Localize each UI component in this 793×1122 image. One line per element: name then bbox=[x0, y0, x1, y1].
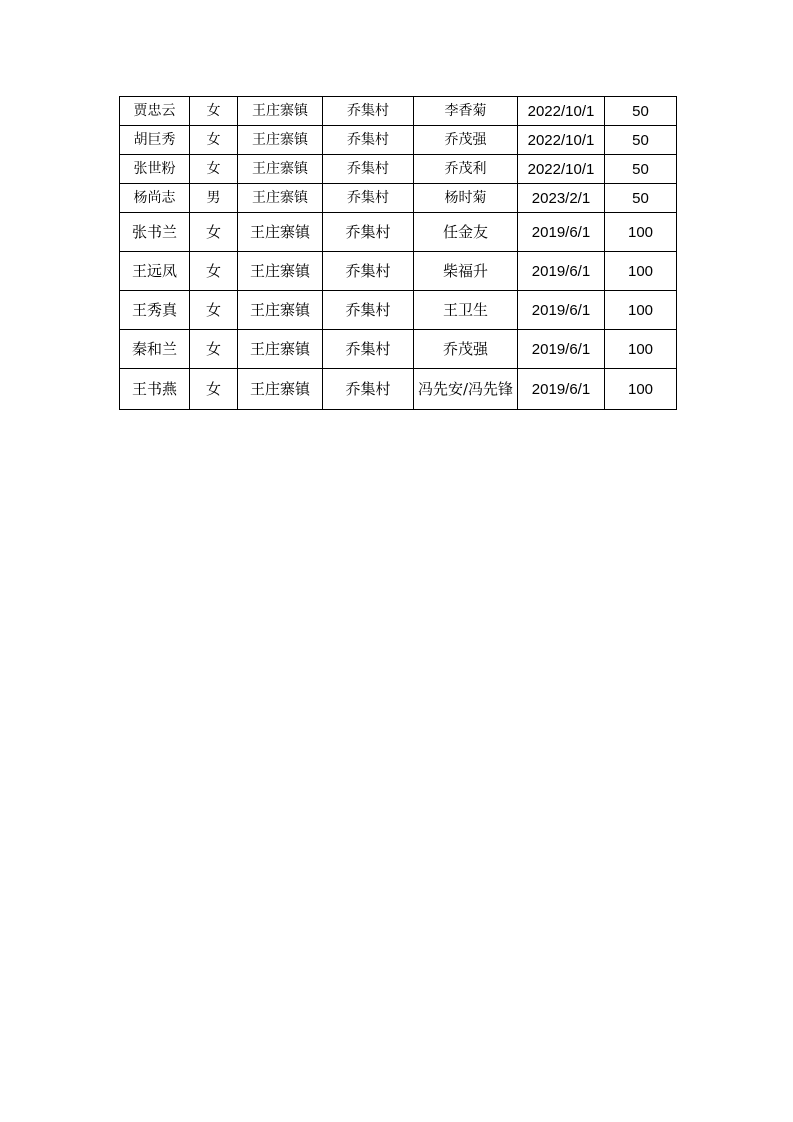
gender-cell: 女 bbox=[190, 291, 238, 330]
village-cell: 乔集村 bbox=[323, 126, 414, 155]
table-row bbox=[120, 252, 677, 291]
town-cell: 王庄寨镇 bbox=[238, 97, 323, 126]
date-cell: 2019/6/1 bbox=[518, 369, 605, 410]
name-cell: 王秀真 bbox=[120, 291, 190, 330]
date-cell: 2022/10/1 bbox=[518, 155, 605, 184]
village-cell: 乔集村 bbox=[323, 184, 414, 213]
gender-cell: 女 bbox=[190, 155, 238, 184]
amount-cell: 100 bbox=[605, 369, 677, 410]
gender-cell: 女 bbox=[190, 126, 238, 155]
date-cell: 2022/10/1 bbox=[518, 126, 605, 155]
village-cell: 乔集村 bbox=[323, 369, 414, 410]
town-cell: 王庄寨镇 bbox=[238, 369, 323, 410]
town-cell: 王庄寨镇 bbox=[238, 252, 323, 291]
table-row bbox=[120, 155, 677, 184]
name-cell: 秦和兰 bbox=[120, 330, 190, 369]
roster-table bbox=[119, 96, 677, 410]
town-cell: 王庄寨镇 bbox=[238, 213, 323, 252]
amount-cell: 50 bbox=[605, 155, 677, 184]
name-cell: 王远凤 bbox=[120, 252, 190, 291]
village-cell: 乔集村 bbox=[323, 97, 414, 126]
gender-cell: 女 bbox=[190, 213, 238, 252]
date-cell: 2019/6/1 bbox=[518, 330, 605, 369]
table-row bbox=[120, 213, 677, 252]
roster-table-body bbox=[120, 97, 677, 410]
name-cell: 胡巨秀 bbox=[120, 126, 190, 155]
relation-cell: 乔茂强 bbox=[414, 126, 518, 155]
date-cell: 2022/10/1 bbox=[518, 97, 605, 126]
amount-cell: 100 bbox=[605, 330, 677, 369]
table-row bbox=[120, 369, 677, 410]
relation-cell: 乔茂利 bbox=[414, 155, 518, 184]
relation-cell: 冯先安/冯先锋 bbox=[414, 369, 518, 410]
name-cell: 贾忠云 bbox=[120, 97, 190, 126]
table-row bbox=[120, 330, 677, 369]
amount-cell: 50 bbox=[605, 97, 677, 126]
town-cell: 王庄寨镇 bbox=[238, 330, 323, 369]
relation-cell: 柴福升 bbox=[414, 252, 518, 291]
date-cell: 2019/6/1 bbox=[518, 213, 605, 252]
name-cell: 杨尚志 bbox=[120, 184, 190, 213]
relation-cell: 乔茂强 bbox=[414, 330, 518, 369]
relation-cell: 李香菊 bbox=[414, 97, 518, 126]
table-row bbox=[120, 291, 677, 330]
gender-cell: 女 bbox=[190, 252, 238, 291]
relation-cell: 王卫生 bbox=[414, 291, 518, 330]
table-row bbox=[120, 126, 677, 155]
amount-cell: 100 bbox=[605, 291, 677, 330]
town-cell: 王庄寨镇 bbox=[238, 291, 323, 330]
amount-cell: 50 bbox=[605, 126, 677, 155]
date-cell: 2019/6/1 bbox=[518, 291, 605, 330]
gender-cell: 女 bbox=[190, 97, 238, 126]
date-cell: 2019/6/1 bbox=[518, 252, 605, 291]
table-row bbox=[120, 184, 677, 213]
table-row bbox=[120, 97, 677, 126]
village-cell: 乔集村 bbox=[323, 330, 414, 369]
gender-cell: 男 bbox=[190, 184, 238, 213]
name-cell: 张世粉 bbox=[120, 155, 190, 184]
name-cell: 王书燕 bbox=[120, 369, 190, 410]
amount-cell: 100 bbox=[605, 213, 677, 252]
name-cell: 张书兰 bbox=[120, 213, 190, 252]
relation-cell: 任金友 bbox=[414, 213, 518, 252]
amount-cell: 100 bbox=[605, 252, 677, 291]
town-cell: 王庄寨镇 bbox=[238, 184, 323, 213]
village-cell: 乔集村 bbox=[323, 155, 414, 184]
village-cell: 乔集村 bbox=[323, 252, 414, 291]
town-cell: 王庄寨镇 bbox=[238, 155, 323, 184]
gender-cell: 女 bbox=[190, 330, 238, 369]
relation-cell: 杨时菊 bbox=[414, 184, 518, 213]
village-cell: 乔集村 bbox=[323, 213, 414, 252]
gender-cell: 女 bbox=[190, 369, 238, 410]
village-cell: 乔集村 bbox=[323, 291, 414, 330]
amount-cell: 50 bbox=[605, 184, 677, 213]
date-cell: 2023/2/1 bbox=[518, 184, 605, 213]
town-cell: 王庄寨镇 bbox=[238, 126, 323, 155]
